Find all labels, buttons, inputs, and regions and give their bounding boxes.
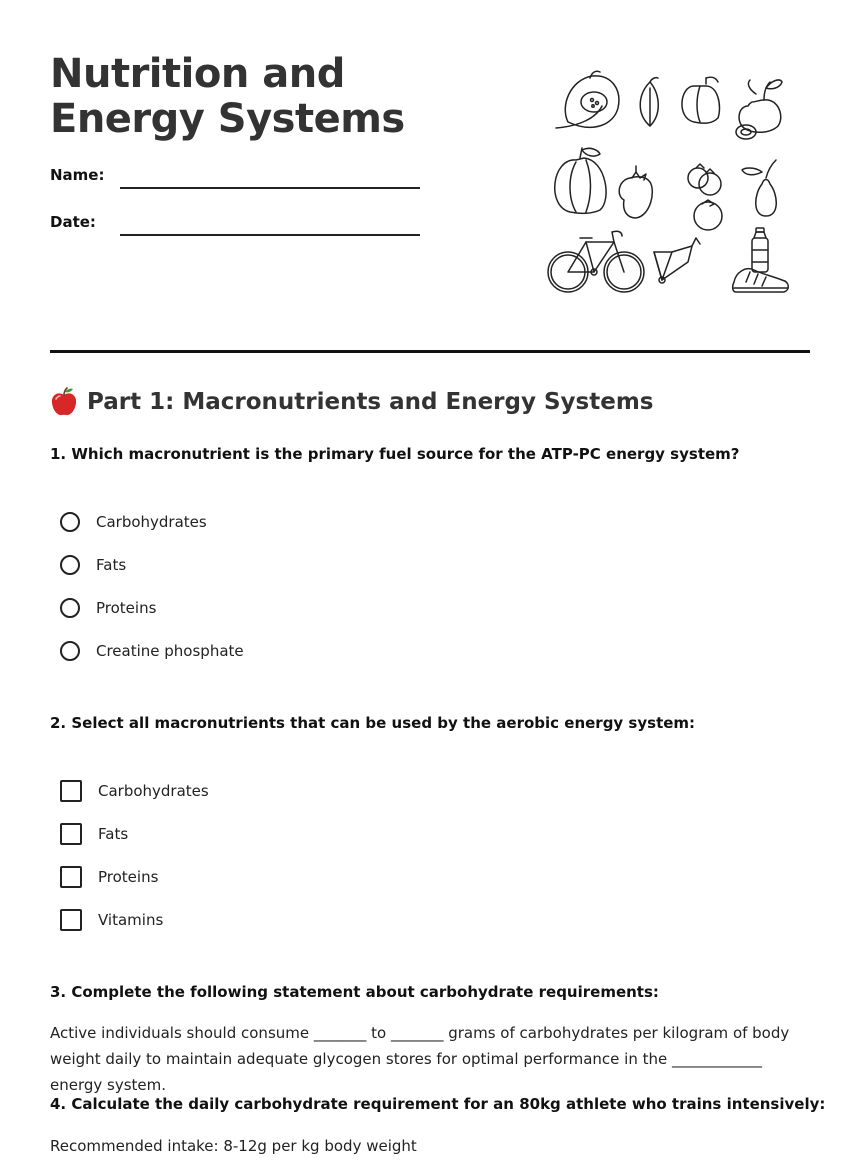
- option-label: Fats: [98, 825, 129, 843]
- question-1: 1. Which macronutrient is the primary fuel source for the ATP-PC energy system?: [50, 445, 740, 463]
- option-label: Carbohydrates: [98, 782, 209, 800]
- fruit-fitness-illustration: [540, 66, 800, 306]
- q1-option-creatine-phosphate[interactable]: [60, 639, 244, 663]
- page-title: Nutrition and Energy Systems: [50, 51, 405, 142]
- question-2: 2. Select all macronutrients that can be used by the aerobic energy system:: [50, 714, 696, 732]
- q2-option-proteins[interactable]: [60, 865, 158, 889]
- option-label: Proteins: [98, 868, 159, 886]
- option-label: Carbohydrates: [96, 513, 207, 531]
- checkbox[interactable]: [60, 823, 82, 845]
- bike-frame-icon: [654, 238, 700, 283]
- leaf-icon: [640, 78, 658, 126]
- water-bottle-icon: [752, 228, 768, 272]
- fill-in-statement: Active individuals should consume _______ to _______ grams of carbohydrates per kilogram of body weight daily to maintain adequate glycogen stores for optimal performance in the ____________ energy system.: [50, 1024, 790, 1094]
- pumpkin-icon: [682, 77, 720, 123]
- cut-fruit-icon: [556, 71, 619, 128]
- option-label: Fats: [96, 556, 127, 574]
- sneaker-icon: [733, 269, 789, 292]
- q2-option-carbohydrates[interactable]: [60, 779, 209, 803]
- q1-option-fats[interactable]: [60, 553, 126, 577]
- checkbox[interactable]: [60, 780, 82, 802]
- tomatoes-icon: [688, 164, 722, 230]
- section-1-heading: [50, 387, 654, 417]
- radio-button[interactable]: [60, 641, 80, 661]
- header-divider: [50, 350, 810, 353]
- section-1-title: Part 1: Macronutrients and Energy Systems: [87, 389, 654, 415]
- radio-button[interactable]: [60, 555, 80, 575]
- option-label: Proteins: [96, 599, 157, 617]
- apple-icon: [736, 80, 782, 139]
- option-label: Vitamins: [98, 911, 164, 929]
- q2-option-vitamins[interactable]: [60, 908, 163, 932]
- recommended-intake-note: Recommended intake: 8-12g per kg body weight: [50, 1137, 417, 1155]
- apple-icon: [50, 387, 78, 417]
- radio-button[interactable]: [60, 598, 80, 618]
- q1-option-carbohydrates[interactable]: [60, 510, 207, 534]
- date-label: Date:: [50, 213, 96, 231]
- q1-option-proteins[interactable]: [60, 596, 156, 620]
- checkbox[interactable]: [60, 909, 82, 931]
- question-3: 3. Complete the following statement about carbohydrate requirements:: [50, 983, 659, 1001]
- name-label: Name:: [50, 166, 105, 184]
- checkbox[interactable]: [60, 866, 82, 888]
- bicycle-icon: [548, 231, 644, 292]
- name-field[interactable]: [120, 187, 420, 189]
- large-pumpkin-icon: [555, 148, 606, 213]
- option-label: Creatine phosphate: [96, 642, 244, 660]
- q2-option-fats[interactable]: [60, 822, 128, 846]
- date-field[interactable]: [120, 234, 420, 236]
- pear-icon: [742, 160, 776, 216]
- radio-button[interactable]: [60, 512, 80, 532]
- question-4: 4. Calculate the daily carbohydrate requirement for an 80kg athlete who trains intensively:: [50, 1095, 826, 1113]
- tomato-icon: [619, 166, 652, 218]
